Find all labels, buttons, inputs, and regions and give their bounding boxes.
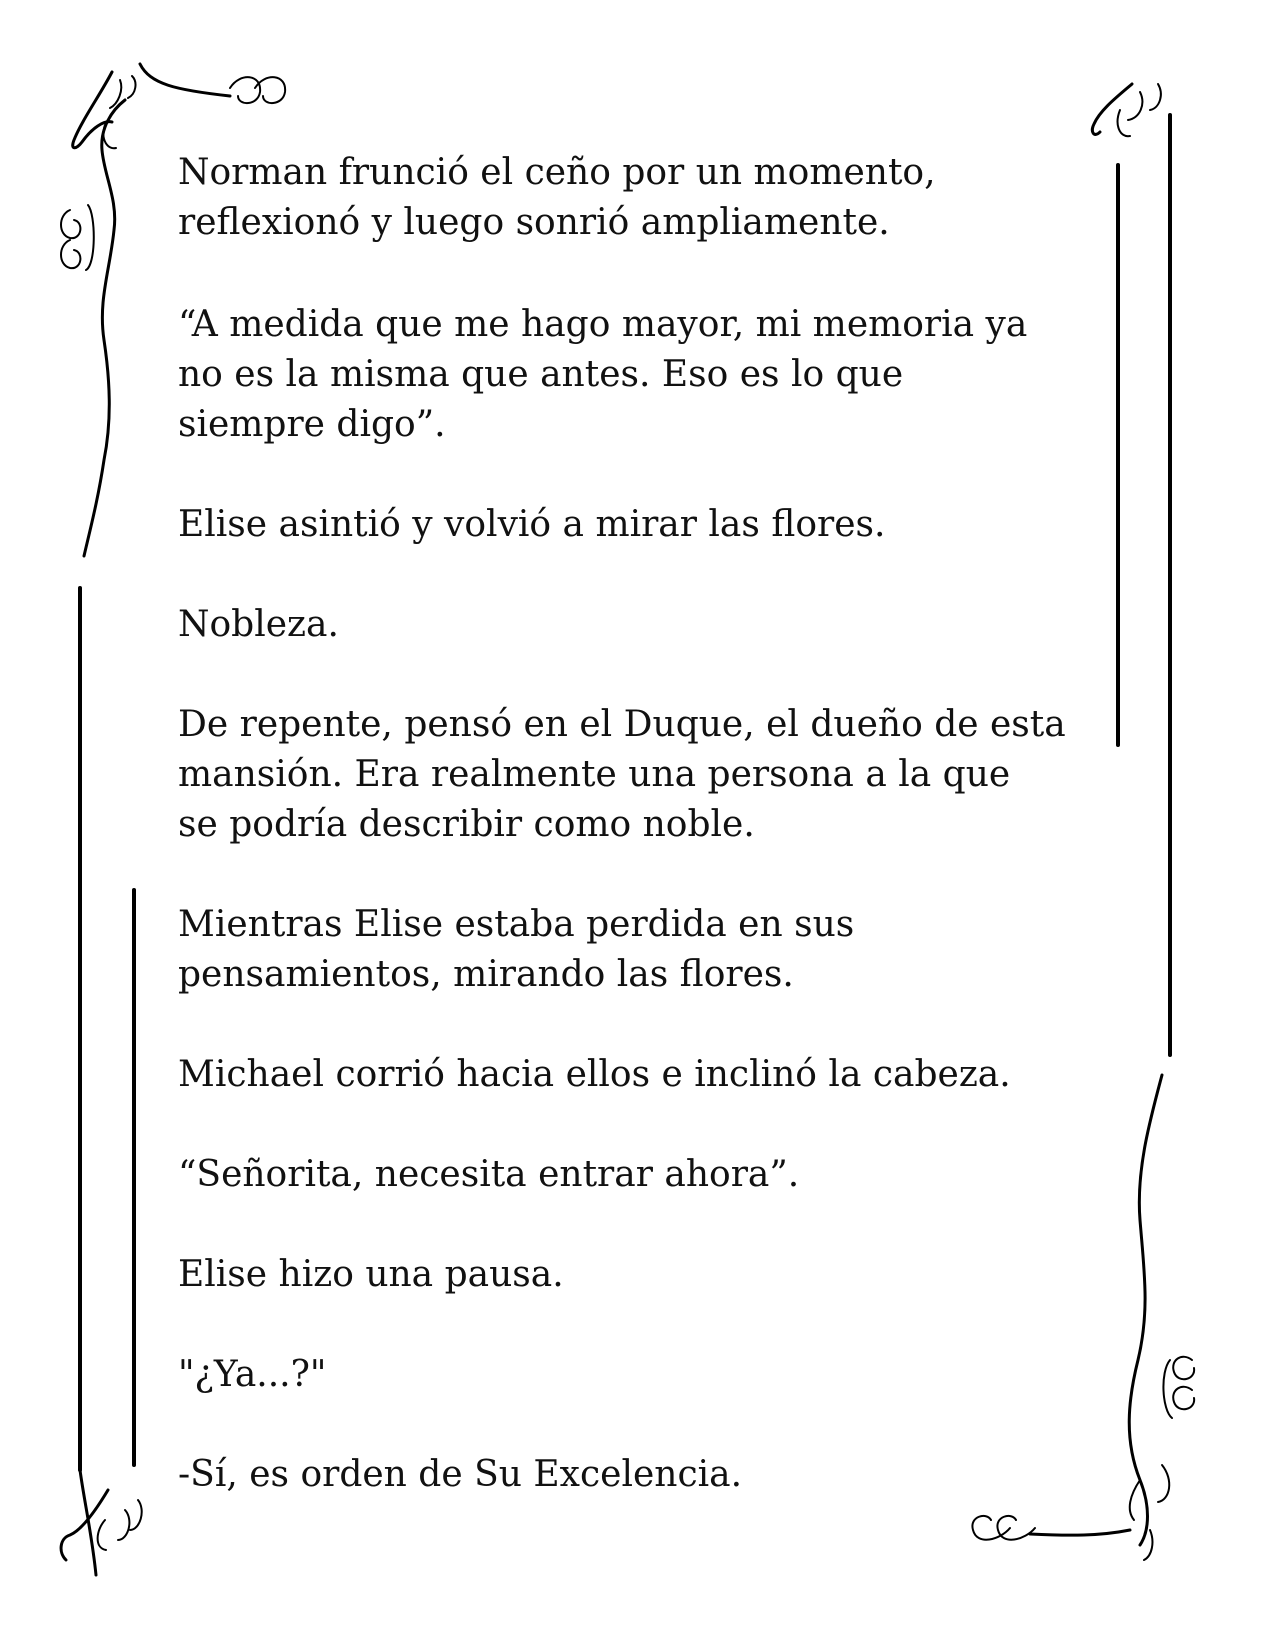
paragraph-5: De repente, pensó en el Duque, el dueño de esta mansión. Era realmente una persona a la que se podría describir como noble. bbox=[178, 704, 1066, 845]
paragraph-6: Mientras Elise estaba perdida en sus pensamientos, mirando las flores. bbox=[178, 904, 855, 995]
paragraph-9: Elise hizo una pausa. bbox=[178, 1254, 564, 1295]
paragraph-3: Elise asintió y volvió a mirar las flores. bbox=[178, 504, 886, 545]
paragraph-7: Michael corrió hacia ellos e inclinó la cabeza. bbox=[178, 1054, 1011, 1095]
paragraph-10: "¿Ya...?" bbox=[178, 1354, 327, 1395]
top-right-flourish bbox=[1092, 84, 1160, 136]
paragraph-1: Norman frunció el ceño por un momento, reflexionó y luego sonrió ampliamente. bbox=[178, 152, 936, 243]
bottom-left-flourish bbox=[61, 1470, 142, 1575]
paragraph-2: “A medida que me hago mayor, mi memoria ya no es la misma que antes. Eso es lo que siempre digo”. bbox=[178, 304, 1028, 445]
paragraph-11: -Sí, es orden de Su Excelencia. bbox=[178, 1454, 743, 1495]
paragraph-8: “Señorita, necesita entrar ahora”. bbox=[178, 1154, 800, 1195]
paragraph-4: Nobleza. bbox=[178, 604, 339, 645]
